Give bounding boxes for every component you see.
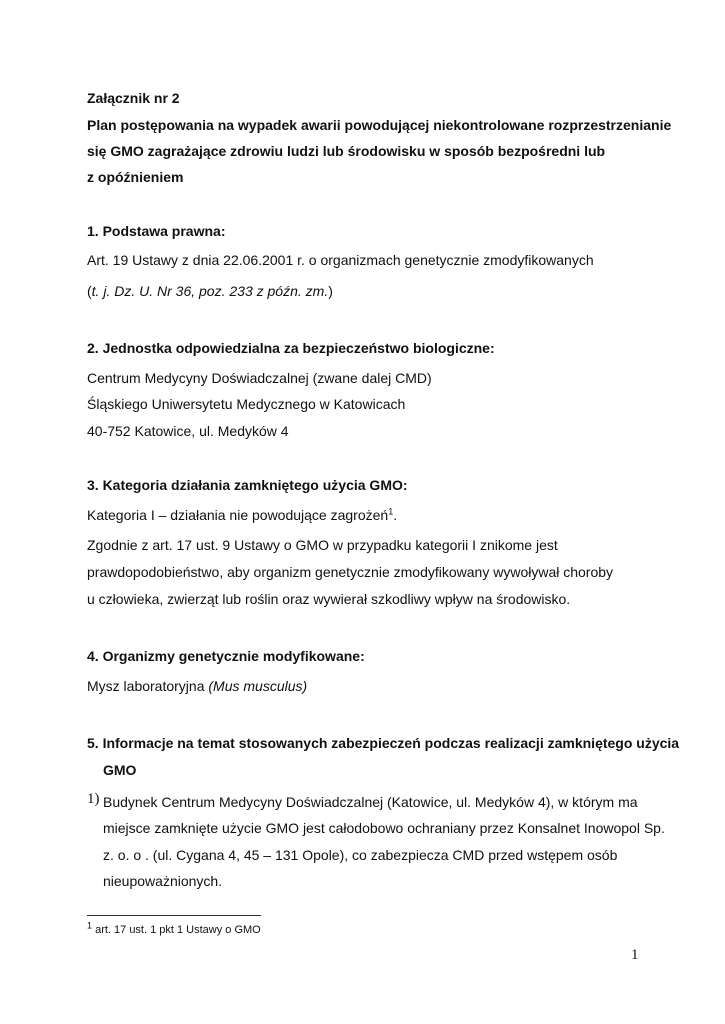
section-5-heading-line-2: GMO <box>103 762 137 778</box>
section-2-line-2: Śląskiego Uniwersytetu Medycznego w Katowicach <box>87 396 406 412</box>
section-3-heading: 3. Kategoria działania zamkniętego użycia GMO: <box>87 477 408 493</box>
section-1-heading: 1. Podstawa prawna: <box>87 223 226 239</box>
footnote-reference[interactable]: 1 <box>388 506 394 517</box>
section-2-line-3: 40-752 Katowice, ul. Medyków 4 <box>87 423 289 439</box>
section-1-citation: (t. j. Dz. U. Nr 36, poz. 233 z późn. zm.) <box>87 283 333 299</box>
section-4-line-1: Mysz laboratoryjna (Mus musculus) <box>87 678 308 694</box>
document-title-line-2: się GMO zagrażające zdrowiu ludzi lub środowisku w sposób bezpośredni lub <box>87 143 606 159</box>
section-2-line-1: Centrum Medycyny Doświadczalnej (zwane dalej CMD) <box>87 370 432 386</box>
section-2-heading: 2. Jednostka odpowiedzialna za bezpieczeństwo biologiczne: <box>87 340 495 356</box>
document-title-line-1: Plan postępowania na wypadek awarii powodującej niekontrolowane rozprzestrzenianie <box>87 117 672 133</box>
list-item-line-1: Budynek Centrum Medycyny Doświadczalnej (Katowice, ul. Medyków 4), w którym ma <box>103 794 638 810</box>
page-number: 1 <box>631 947 639 963</box>
footnote <box>87 920 261 936</box>
list-item-line-3: z. o. o . (ul. Cygana 4, 45 – 131 Opole), co zabezpiecza CMD przed wstępem osób <box>103 847 618 863</box>
list-item-number: 1) <box>87 791 100 807</box>
section-4-heading: 4. Organizmy genetycznie modyfikowane: <box>87 648 365 664</box>
list-item-line-4: nieupoważnionych. <box>103 873 223 889</box>
section-3-line-1: Kategoria I – działania nie powodujące zagrożeń$^1$. <box>87 506 398 523</box>
section-1-line-1: Art. 19 Ustawy z dnia 22.06.2001 r. o organizmach genetycznie zmodyfikowanych <box>87 252 594 268</box>
section-3-line-3: prawdopodobieństwo, aby organizm genetycznie zmodyfikowany wywoływał choroby <box>87 564 614 580</box>
document-title-line-3: z opóźnieniem <box>87 169 184 185</box>
section-5-heading-line-1: 5. Informacje na temat stosowanych zabezpieczeń podczas realizacji zamkniętego użycia <box>87 735 680 751</box>
annex-label: Załącznik nr 2 <box>87 90 180 106</box>
list-item-line-2: miejsce zamknięte użycie GMO jest całodobowo ochraniany przez Konsalnet Inowopol Sp. <box>103 820 665 836</box>
footnote-text: art. 17 ust. 1 pkt 1 Ustawy o GMO <box>92 924 261 936</box>
section-3-line-2: Zgodnie z art. 17 ust. 9 Ustawy o GMO w przypadku kategorii I znikome jest <box>87 537 558 553</box>
section-3-line-4: u człowieka, zwierząt lub roślin oraz wywierał szkodliwy wpływ na środowisko. <box>87 591 571 607</box>
footnote-divider <box>87 915 261 916</box>
footnote-mark: 1 <box>87 920 93 931</box>
